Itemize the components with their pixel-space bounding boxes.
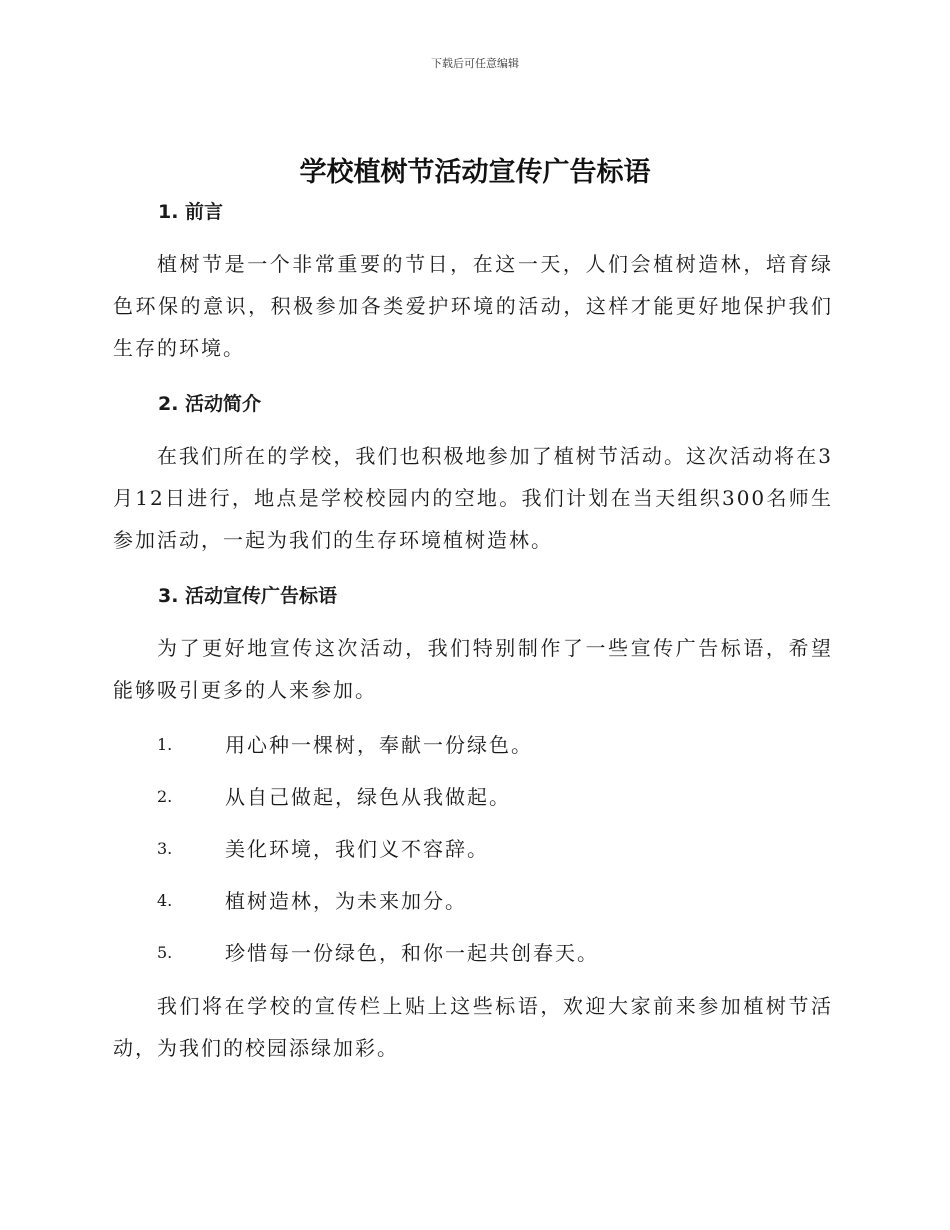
document-body [113, 195, 833, 1069]
section-paragraph-slogans: 为了更好地宣传这次活动，我们特别制作了一些宣传广告标语，希望能够吸引更多的人来参加。 [113, 636, 833, 702]
section-paragraph-overview: 在我们所在的学校，我们也积极地参加了植树节活动。这次活动将在3月12日进行，地点是学校校园内的空地。我们计划在当天组织300名师生参加活动，一起为我们的生存环境植树造林。 [113, 444, 833, 552]
slogan-number: 2. [157, 787, 173, 806]
slogan-text: 从自己做起，绿色从我做起。 [225, 785, 511, 809]
section-heading-slogans: 3. 活动宣传广告标语 [158, 585, 338, 607]
list-item [113, 719, 833, 771]
slogan-text: 植树造林，为未来加分。 [225, 889, 467, 913]
closing-paragraph: 我们将在学校的宣传栏上贴上这些标语，欢迎大家前来参加植树节活动，为我们的校园添绿加彩。 [113, 994, 833, 1060]
header-note: 下载后可任意编辑 [431, 57, 519, 70]
slogan-text: 用心种一棵树，奉献一份绿色。 [225, 733, 533, 757]
slogan-number: 5. [157, 943, 173, 962]
list-item [113, 927, 833, 979]
slogan-number: 4. [157, 891, 173, 910]
slogan-number: 1. [157, 735, 173, 754]
section-paragraph-intro: 植树节是一个非常重要的节日，在这一天，人们会植树造林，培育绿色环保的意识，积极参加各类爱护环境的活动，这样才能更好地保护我们生存的环境。 [113, 252, 833, 360]
list-item [113, 823, 833, 875]
list-item [113, 875, 833, 927]
slogan-number: 3. [157, 839, 173, 858]
section-heading-intro: 1. 前言 [158, 201, 224, 223]
slogan-text: 珍惜每一份绿色，和你一起共创春天。 [225, 941, 599, 965]
slogan-text: 美化环境，我们义不容辞。 [225, 837, 489, 861]
section-heading-overview: 2. 活动简介 [158, 393, 262, 415]
list-item [113, 771, 833, 823]
page-title: 学校植树节活动宣传广告标语 [299, 157, 651, 188]
slogan-list [113, 719, 833, 979]
